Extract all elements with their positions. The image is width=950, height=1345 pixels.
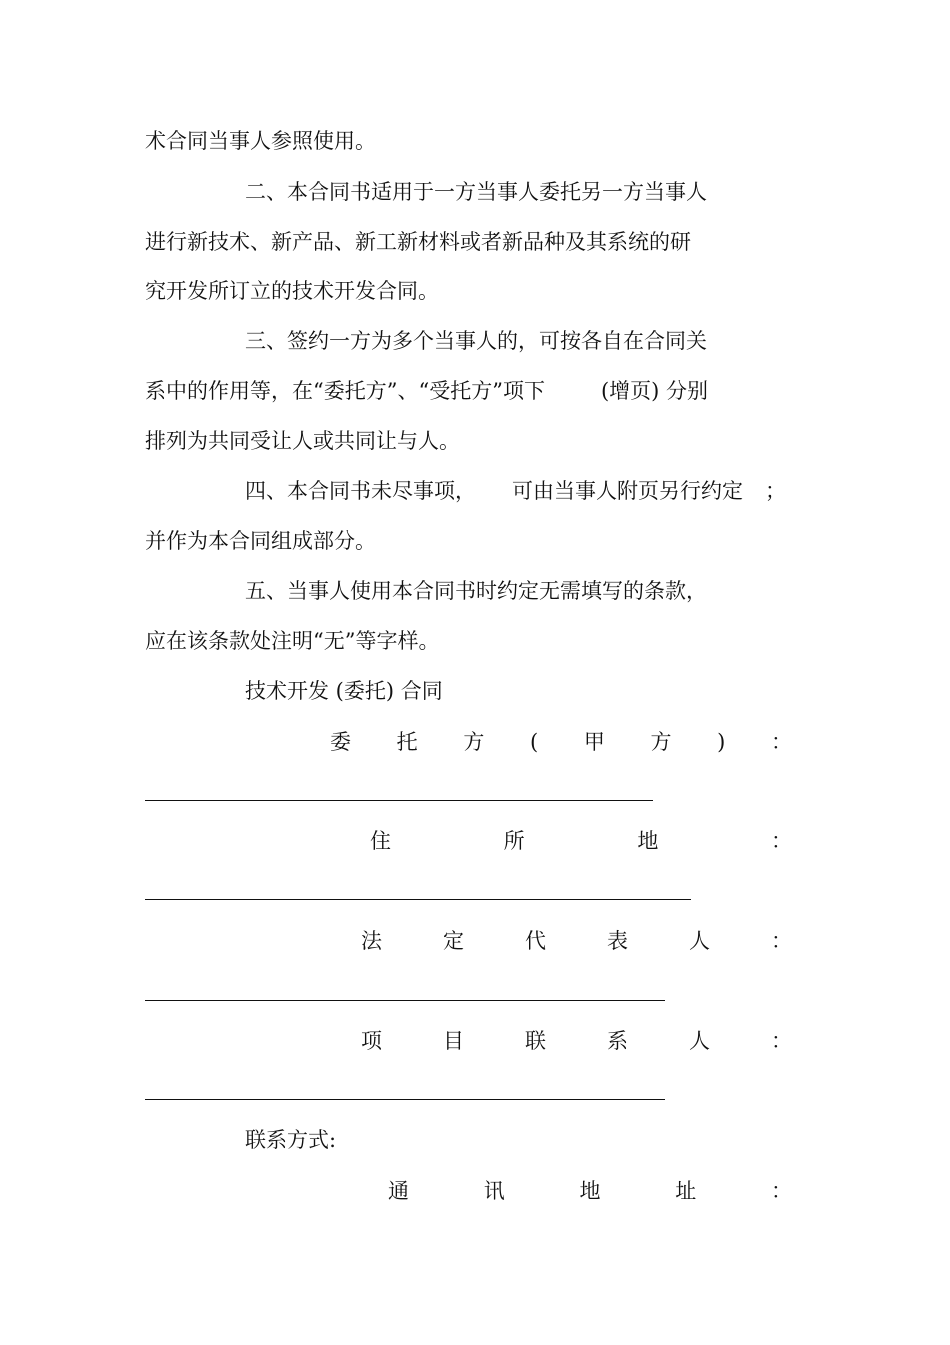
legal-rep-label-char: 代	[525, 929, 546, 953]
address-label	[370, 826, 792, 856]
mail-address-label-char: 通	[388, 1179, 409, 1203]
client-label-char: )	[717, 730, 726, 754]
contract-title: 技术开发 (委托) 合同	[245, 679, 443, 703]
client-label-char: 甲	[583, 730, 605, 754]
paragraph-2-line-1: 二、本合同书适用于一方当事人委托另一方当事人	[245, 180, 707, 204]
contact-person-label-char: 目	[443, 1029, 464, 1053]
address-label-char: ：	[770, 829, 792, 853]
client-label	[330, 727, 792, 757]
paragraph-1-tail: 术合同当事人参照使用。	[145, 129, 376, 153]
mail-address-label-char: 地	[579, 1179, 601, 1203]
legal-rep-label-char: ：	[771, 929, 792, 953]
paragraph-5-line-1: 五、当事人使用本合同书时约定无需填写的条款，	[245, 579, 707, 603]
legal-rep-label-char: 表	[607, 929, 628, 953]
contact-person-fill-line[interactable]	[145, 1099, 665, 1100]
legal-rep-label-char: 人	[689, 929, 710, 953]
legal-rep-label-char: 法	[361, 929, 382, 953]
address-fill-line[interactable]	[145, 899, 691, 900]
client-label-char: (	[529, 730, 539, 754]
client-label-char: ：	[771, 730, 792, 754]
paragraph-4-line-2: 并作为本合同组成部分。	[145, 529, 376, 553]
mail-address-label	[388, 1176, 792, 1206]
address-label-char: 住	[370, 829, 391, 853]
paragraph-2-line-3: 究开发所订立的技术开发合同。	[145, 279, 439, 303]
address-label-char: 地	[637, 829, 659, 853]
mail-address-label-char: 址	[675, 1179, 697, 1203]
client-label-char: 托	[396, 730, 418, 754]
contact-person-label-char: 人	[689, 1029, 710, 1053]
contact-person-label-char: 联	[525, 1029, 546, 1053]
paragraph-3-line-1: 三、签约一方为多个当事人的，可按各自在合同关	[245, 329, 707, 353]
legal-rep-label	[361, 926, 792, 956]
mail-address-label-char: 讯	[483, 1179, 505, 1203]
mail-address-label-char: ：	[771, 1179, 792, 1203]
client-label-char: 委	[330, 730, 351, 754]
paragraph-4-line-1-c: ；	[765, 479, 786, 503]
paragraph-4-line-1-b: 可由当事人附页另行约定	[512, 479, 743, 503]
legal-rep-label-char: 定	[443, 929, 464, 953]
address-label-char: 所	[503, 829, 525, 853]
paragraph-3-line-2-b: (增页) 分别	[600, 379, 709, 403]
paragraph-4-line-1	[245, 476, 786, 506]
contact-person-label-char: 项	[361, 1029, 382, 1053]
client-label-char: 方	[650, 730, 672, 754]
contact-method-label: 联系方式:	[245, 1128, 337, 1152]
paragraph-3-line-3: 排列为共同受让人或共同让与人。	[145, 429, 460, 453]
paragraph-5-line-2: 应在该条款处注明“无”等字样。	[145, 629, 440, 653]
paragraph-3-line-2-a: 系中的作用等，在“委托方”、“受托方”项下	[145, 379, 545, 403]
contact-person-label-char: 系	[607, 1029, 628, 1053]
contact-person-label	[361, 1026, 792, 1056]
client-fill-line[interactable]	[145, 800, 653, 801]
paragraph-2-line-2: 进行新技术、新产品、新工新材料或者新品种及其系统的研	[145, 230, 691, 254]
paragraph-4-line-1-a: 四、本合同书未尽事项，	[245, 479, 476, 503]
legal-rep-fill-line[interactable]	[145, 1000, 665, 1001]
client-label-char: 方	[463, 730, 485, 754]
paragraph-3-line-2	[145, 376, 708, 406]
contact-person-label-char: ：	[771, 1029, 792, 1053]
